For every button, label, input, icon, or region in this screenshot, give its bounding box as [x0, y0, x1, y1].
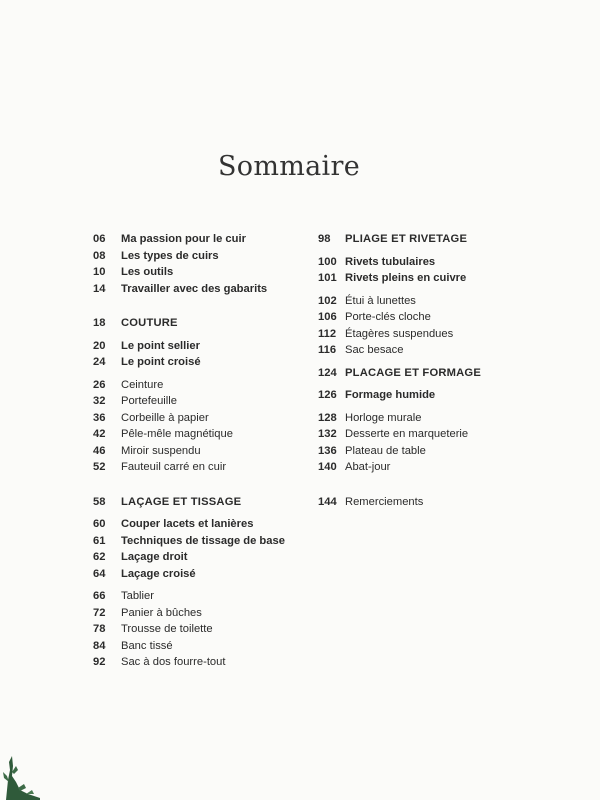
- toc-page-number: 92: [93, 656, 106, 668]
- toc-entry-title: Pêle-mêle magnétique: [121, 428, 233, 440]
- toc-page-number: 126: [318, 389, 337, 401]
- toc-page-number: 08: [93, 249, 106, 262]
- toc-entry-title: COUTURE: [121, 317, 178, 329]
- toc-entry-title: Techniques de tissage de base: [121, 534, 285, 547]
- toc-page-number: 116: [318, 344, 337, 356]
- toc-entry-title: Rivets pleins en cuivre: [345, 272, 467, 284]
- toc-entry-title: Plateau de table: [345, 444, 426, 457]
- toc-entry-title: Travailler avec des gabarits: [121, 282, 268, 295]
- toc-page-number: 72: [93, 606, 106, 619]
- toc-entry-title: Couper lacets et lanières: [121, 518, 254, 530]
- toc-entry-title: Banc tissé: [121, 639, 173, 652]
- toc-entry-title: Tablier: [121, 590, 154, 602]
- toc-entry-title: Sac besace: [345, 344, 404, 356]
- toc-page-number: 24: [93, 356, 106, 368]
- toc-entry-title: Formage humide: [345, 389, 436, 401]
- toc-entry-title: Abat-jour: [345, 461, 391, 473]
- toc-page-number: 62: [93, 551, 106, 563]
- toc-entry-title: Étui à lunettes: [345, 294, 416, 307]
- toc-entry-title: Trousse de toilette: [121, 623, 213, 635]
- toc-entry-title: Panier à bûches: [121, 606, 202, 619]
- toc-entry-title: Les outils: [121, 266, 174, 278]
- toc-page-number: 132: [318, 428, 337, 440]
- toc-entry-title: Le point sellier: [121, 339, 200, 352]
- toc-page-number: 128: [318, 411, 337, 424]
- toc-page-number: 36: [93, 411, 106, 424]
- toc-page-number: 52: [93, 461, 106, 473]
- toc-page-number: 64: [93, 567, 106, 580]
- toc-entry-title: Laçage croisé: [121, 567, 196, 580]
- toc-page-number: 61: [93, 534, 106, 547]
- toc-entry-title: Porte-clés cloche: [345, 311, 431, 323]
- toc-page-number: 06: [93, 233, 106, 245]
- toc-page-number: 20: [93, 339, 106, 352]
- toc-entry-title: Rivets tubulaires: [345, 255, 436, 268]
- toc-page-number: 84: [93, 639, 106, 652]
- toc-page-number: 60: [93, 518, 106, 530]
- toc-page-number: 14: [93, 282, 106, 295]
- toc-page-number: 100: [318, 255, 337, 268]
- toc-entry-title: Ceinture: [121, 378, 164, 391]
- toc-entry-title: Desserte en marqueterie: [345, 428, 469, 440]
- toc-entry-title: LAÇAGE ET TISSAGE: [121, 495, 242, 508]
- toc-page-number: 136: [318, 444, 337, 457]
- toc-entry-title: Portefeuille: [121, 395, 177, 407]
- toc-entry-title: Le point croisé: [121, 356, 201, 368]
- toc-page-number: 98: [318, 233, 331, 245]
- toc-entry-title: PLIAGE ET RIVETAGE: [345, 233, 468, 245]
- toc-page-number: 42: [93, 428, 106, 440]
- page-title: Sommaire: [218, 151, 360, 183]
- toc-entry-title: Sac à dos fourre-tout: [121, 656, 226, 668]
- toc-entry-title: Remerciements: [345, 495, 424, 508]
- toc-entry-title: Ma passion pour le cuir: [121, 233, 246, 245]
- toc-entry-title: Corbeille à papier: [121, 411, 209, 424]
- toc-page-number: 18: [93, 317, 106, 329]
- toc-page-number: 106: [318, 311, 337, 323]
- toc-page-number: 101: [318, 272, 337, 284]
- toc-page-number: 140: [318, 461, 337, 473]
- toc-page-number: 78: [93, 623, 106, 635]
- toc-page-number: 10: [93, 266, 106, 278]
- leaf-ornament-icon: [0, 752, 42, 800]
- toc-page-number: 26: [93, 378, 106, 391]
- toc-page-number: 124: [318, 366, 337, 379]
- toc-entry-title: Étagères suspendues: [345, 327, 454, 340]
- toc-page-number: 112: [318, 327, 337, 340]
- toc-page-number: 144: [318, 495, 337, 508]
- toc-entry-title: Laçage droit: [121, 551, 188, 563]
- toc-page-number: 66: [93, 590, 106, 602]
- toc-entry-title: Les types de cuirs: [121, 249, 219, 262]
- toc-entry-title: Horloge murale: [345, 411, 422, 424]
- toc-page-number: 32: [93, 395, 106, 407]
- toc-page-number: 102: [318, 294, 337, 307]
- toc-entry-title: Fauteuil carré en cuir: [121, 461, 227, 473]
- toc-entry-title: PLACAGE ET FORMAGE: [345, 366, 481, 379]
- toc-page-number: 58: [93, 495, 106, 508]
- toc-entry-title: Miroir suspendu: [121, 444, 201, 457]
- toc-page-number: 46: [93, 444, 106, 457]
